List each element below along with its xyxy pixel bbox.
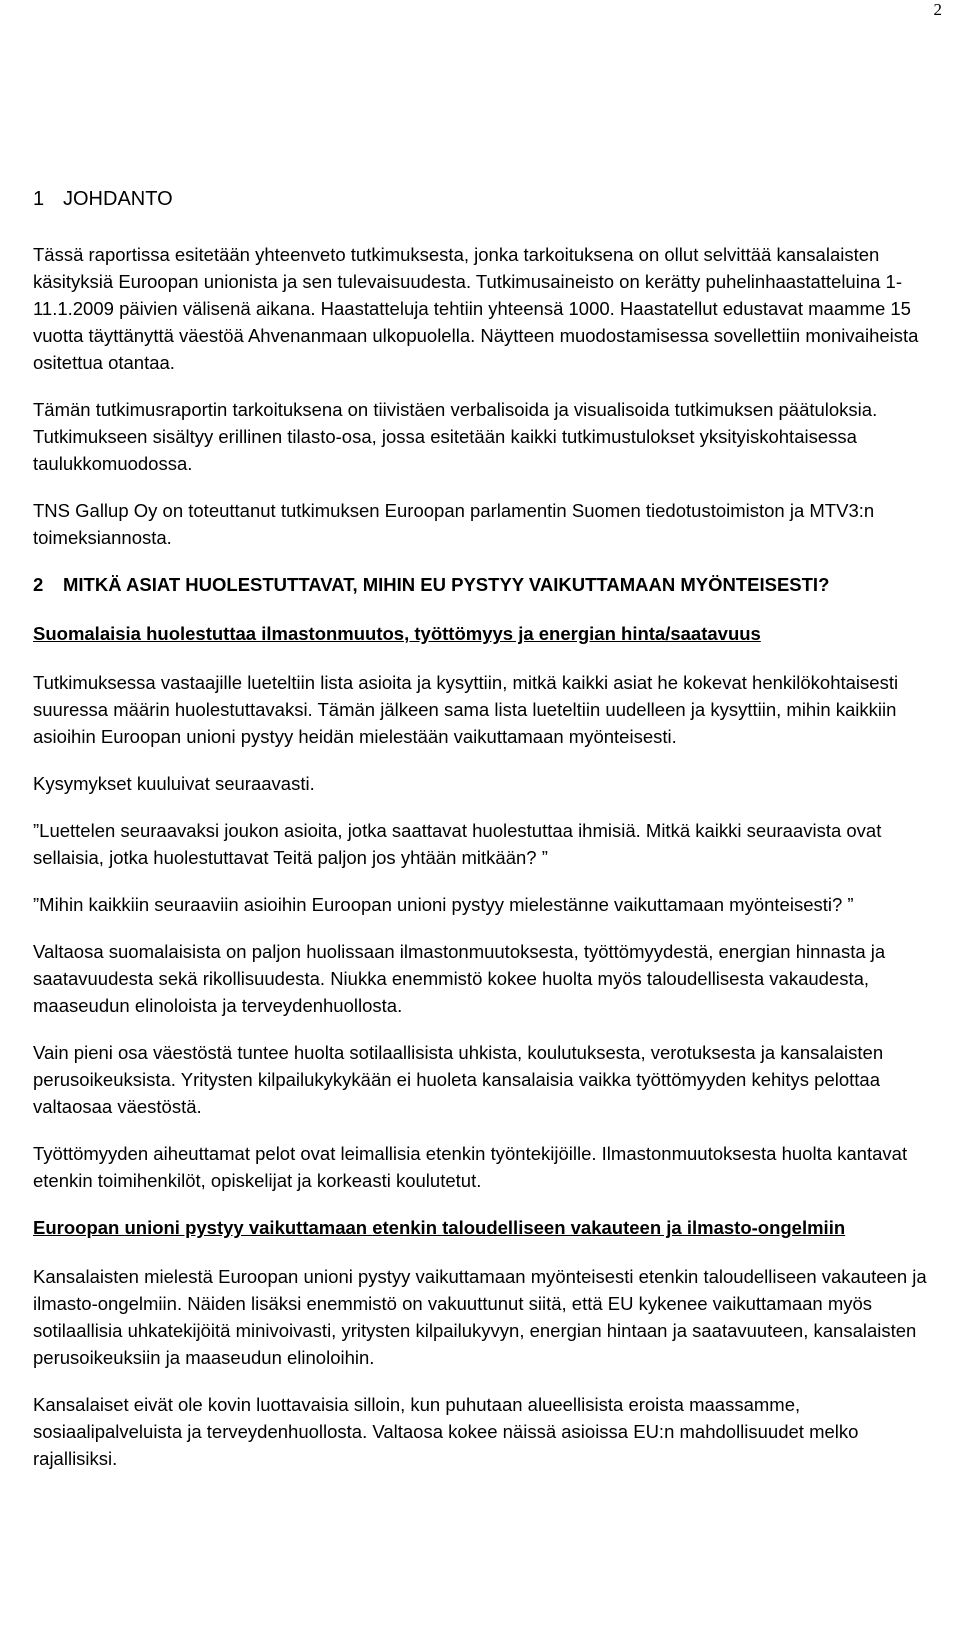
- section-1-title: JOHDANTO: [63, 188, 173, 210]
- section-2-paragraph-7: [33, 1140, 933, 1194]
- page-number: 2: [933, 0, 942, 19]
- section-2-paragraph-5: [33, 938, 933, 1019]
- section-1-number: 1: [33, 188, 45, 210]
- section-2-paragraph-8: [33, 1263, 933, 1371]
- section-2-question-1: [33, 817, 933, 871]
- section-2-paragraph-2: [33, 770, 933, 797]
- section-2-paragraph-1: [33, 669, 933, 750]
- paragraph-text: ”Luettelen seuraavaksi joukon asioita, jotka saattavat huolestuttaa ihmisiä. Mitkä kaikki seuraavista ovat sellaisia, jotka huolestuttavat Teitä paljon jos yhtään mitkään? ”: [33, 820, 882, 868]
- paragraph-text: Valtaosa suomalaisista on paljon huolissaan ilmastonmuutoksesta, työttömyydestä, energian hinnasta ja saatavuudesta sekä rikollisuudesta. Niukka enemmistö kokee huolta myös taloudellisesta vakaudesta, maaseudun elinoloista ja terveydenhuollosta.: [33, 941, 886, 1016]
- paragraph-text: ”Mihin kaikkiin seuraaviin asioihin Euroopan unioni pystyy mielestänne vaikuttamaan myönteisesti? ”: [33, 894, 854, 915]
- section-2-paragraph-6: [33, 1039, 933, 1120]
- paragraph-text: Työttömyyden aiheuttamat pelot ovat leimallisia etenkin työntekijöille. Ilmastonmuutoksesta huolta kantavat etenkin toimihenkilöt, opiskelijat ja korkeasti koulutetut.: [33, 1143, 908, 1191]
- section-2-paragraph-9: [33, 1391, 933, 1472]
- paragraph-text: TNS Gallup Oy on toteuttanut tutkimuksen Euroopan parlamentin Suomen tiedotustoimiston ja MTV3:n toimeksiannosta.: [33, 500, 875, 548]
- paragraph-text: Kansalaisten mielestä Euroopan unioni pystyy vaikuttamaan myönteisesti etenkin taloudelliseen vakauteen ja ilmasto-ongelmiin. Näiden lisäksi enemmistö on vakuuttunut siitä, että EU kykenee vaikuttamaan myös sotilaallisia uhkatekijöitä minivoivasti, yritysten kilpailukyvyn, energian hintaan ja saatavuuteen, kansalaisten perusoikeuksiin ja maaseudun elinoloihin.: [33, 1266, 927, 1368]
- paragraph-text: Kansalaiset eivät ole kovin luottavaisia silloin, kun puhutaan alueellisista eroista maassamme, sosiaalipalveluista ja terveydenhuollosta. Valtaosa kokee näissä asioissa EU:n mahdollisuudet melko rajallisiksi.: [33, 1394, 859, 1469]
- section-2-title: MITKÄ ASIAT HUOLESTUTTAVAT, MIHIN EU PYSTYY VAIKUTTAMAAN MYÖNTEISESTI?: [63, 574, 830, 595]
- subheading-1: Suomalaisia huolestuttaa ilmastonmuutos, työttömyys ja energian hinta/saatavuus: [33, 623, 761, 644]
- subheading-2: Euroopan unioni pystyy vaikuttamaan etenkin taloudelliseen vakauteen ja ilmasto-ongelmiin: [33, 1217, 846, 1238]
- paragraph-text: Tutkimuksessa vastaajille lueteltiin lista asioita ja kysyttiin, mitkä kaikki asiat he kokevat henkilökohtaisesti suuressa määrin huolestuttavaksi. Tämän jälkeen sama lista lueteltiin uudelleen ja kysyttiin, mihin kaikkiin asioihin Euroopan unioni pystyy heidän mielestään vaikuttamaan myönteisesti.: [33, 672, 899, 747]
- paragraph-text: Vain pieni osa väestöstä tuntee huolta sotilaallisista uhkista, koulutuksesta, verotuksesta ja kansalaisten perusoikeuksista. Yritysten kilpailukykykään ei huoleta kansalaisia vaikka työttömyyden kehitys pelottaa valtaosaa väestöstä.: [33, 1042, 884, 1117]
- section-2-number: 2: [33, 574, 44, 595]
- section-2-heading: [33, 571, 933, 598]
- section-1-heading: [33, 188, 933, 211]
- paragraph-text: Tämän tutkimusraportin tarkoituksena on tiivistäen verbalisoida ja visualisoida tutkimuksen päätuloksia. Tutkimukseen sisältyy erillinen tilasto-osa, jossa esitetään kaikki tutkimustulokset yksityiskohtaisessa taulukkomuodossa.: [33, 399, 878, 474]
- paragraph-text: Tässä raportissa esitetään yhteenveto tutkimuksesta, jonka tarkoituksena on ollut selvittää kansalaisten käsityksiä Euroopan unionista ja sen tulevaisuudesta. Tutkimusaineisto on kerätty puhelinhaastatteluina 1-11.1.2009 päivien välisenä aikana. Haastatteluja tehtiin yhteensä 1000. Haastatellut edustavat maamme 15 vuotta täyttänyttä väestöä Ahvenanmaan ulkopuolella. Näytteen muodostamisessa sovellettiin monivaiheista ositettua otantaa.: [33, 244, 919, 373]
- paragraph-text: Kysymykset kuuluivat seuraavasti.: [33, 773, 315, 794]
- section-1-paragraph-1: [33, 241, 933, 376]
- document-body: [33, 188, 933, 1492]
- section-1-paragraph-2: [33, 396, 933, 477]
- section-1-paragraph-3: [33, 497, 933, 551]
- section-2-question-2: [33, 891, 933, 918]
